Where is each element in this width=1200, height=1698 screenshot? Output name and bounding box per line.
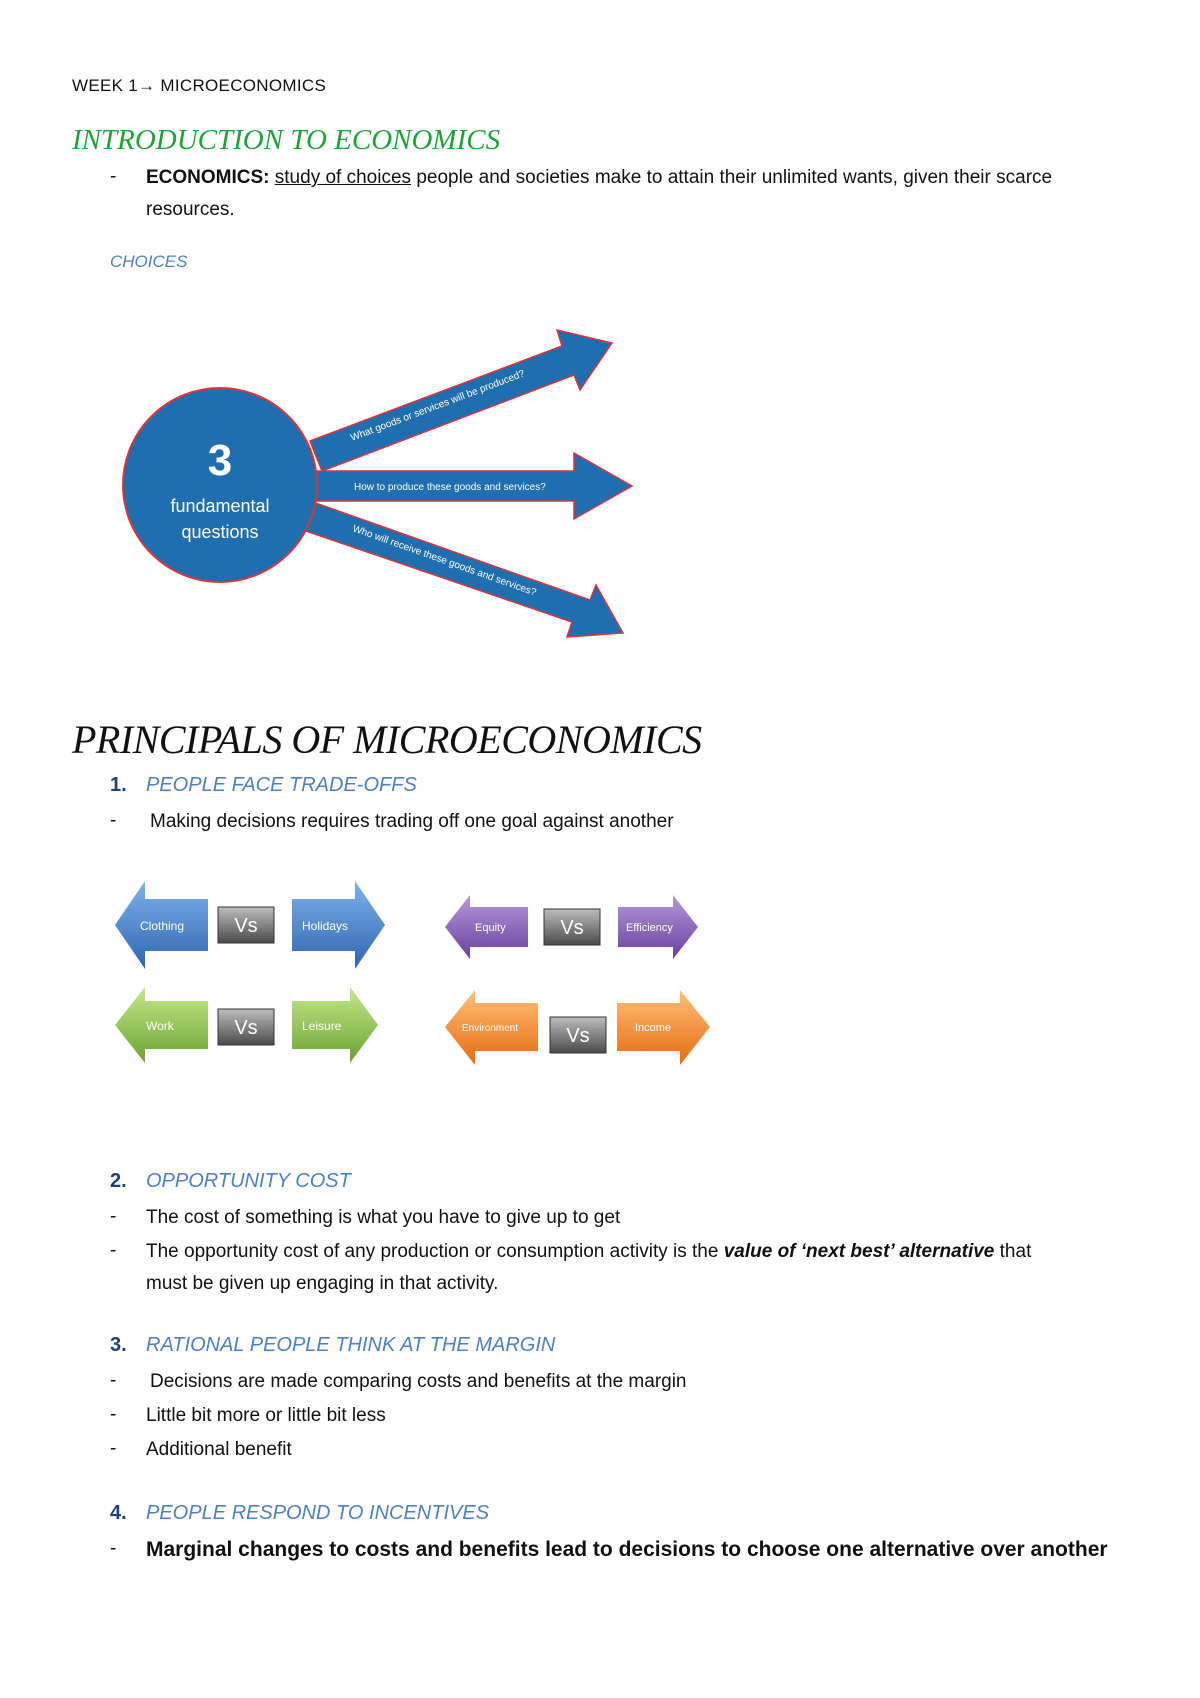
environment-label: Environment <box>462 1023 519 1034</box>
definition-continuation: resources. <box>146 199 235 220</box>
bullet: - <box>110 1404 117 1425</box>
arrow-bottom-text: Who will receive these goods and services? <box>350 523 538 599</box>
principle-2-line2 <box>146 1236 1031 1268</box>
arrow-middle-text: How to produce these goods and services? <box>354 482 546 493</box>
principle-4-number: 4. <box>110 1502 127 1524</box>
definition-text: people and societies make to attain their unlimited wants, given their scarce <box>416 167 1053 188</box>
principle-2-line1: The cost of something is what you have to give up to get <box>146 1207 621 1228</box>
principle-3-line3: Additional benefit <box>146 1439 292 1460</box>
questions-circle <box>123 388 317 582</box>
principle-2-line2-pre: The opportunity cost of any production or consumption activity is the <box>146 1241 719 1262</box>
bullet: - <box>110 166 117 187</box>
principle-1-title: PEOPLE FACE TRADE-OFFS <box>146 774 417 796</box>
tradeoffs-graphic <box>110 875 720 1075</box>
intro-heading: INTRODUCTION TO ECONOMICS <box>72 124 501 156</box>
week-label: WEEK 1 <box>72 76 139 95</box>
right-arrow-icon: → <box>138 76 156 95</box>
principle-4-line1: Marginal changes to costs and benefits lead to decisions to choose one alternative over another <box>146 1538 1108 1561</box>
holidays-label: Holidays <box>302 919 349 933</box>
bullet: - <box>110 1438 117 1459</box>
header-line <box>72 76 326 96</box>
efficiency-label: Efficiency <box>626 922 673 934</box>
vs-label-4: Vs <box>566 1025 590 1047</box>
bullet: - <box>110 1370 117 1391</box>
principle-3-line2: Little bit more or little bit less <box>146 1405 386 1426</box>
principle-2-number: 2. <box>110 1170 127 1192</box>
principle-3-number: 3. <box>110 1334 127 1356</box>
income-label: Income <box>635 1022 672 1034</box>
principle-3-title: RATIONAL PEOPLE THINK AT THE MARGIN <box>146 1334 556 1356</box>
work-label: Work <box>146 1019 174 1033</box>
principle-2-emphasis: value of ‘next best’ alternative <box>723 1241 995 1262</box>
principles-heading: PRINCIPALS OF MICROECONOMICS <box>72 717 702 762</box>
vs-label-2: Vs <box>560 917 584 939</box>
vs-label-1: Vs <box>234 915 258 937</box>
principle-3-line1: Decisions are made comparing costs and benefits at the margin <box>150 1371 687 1392</box>
bullet: - <box>110 1538 117 1559</box>
vs-label-3: Vs <box>234 1017 258 1039</box>
definition-underlined: study of choices <box>274 167 412 188</box>
circle-line1: fundamental <box>170 496 270 516</box>
fundamental-questions-diagram <box>110 315 650 645</box>
definition-term: ECONOMICS: <box>146 167 270 188</box>
principle-1-number: 1. <box>110 774 127 796</box>
principle-2-line2-post: that <box>999 1241 1032 1262</box>
economics-definition <box>146 162 1052 194</box>
bullet: - <box>110 1206 117 1227</box>
clothing-label: Clothing <box>140 919 185 933</box>
bullet: - <box>110 810 117 831</box>
principle-2-line3: must be given up engaging in that activity. <box>146 1273 499 1294</box>
leisure-label: Leisure <box>302 1019 342 1033</box>
topic-label: MICROECONOMICS <box>160 76 327 95</box>
choices-label: CHOICES <box>110 252 188 271</box>
principle-4-title: PEOPLE RESPOND TO INCENTIVES <box>146 1502 490 1524</box>
principle-1-line1: Making decisions requires trading off one goal against another <box>150 811 674 832</box>
equity-label: Equity <box>475 922 506 934</box>
principle-2-title: OPPORTUNITY COST <box>146 1170 351 1192</box>
arrow-top-text: What goods or services will be produced? <box>349 368 527 444</box>
circle-line2: questions <box>181 522 259 542</box>
circle-number: 3 <box>207 436 233 485</box>
bullet: - <box>110 1240 117 1261</box>
